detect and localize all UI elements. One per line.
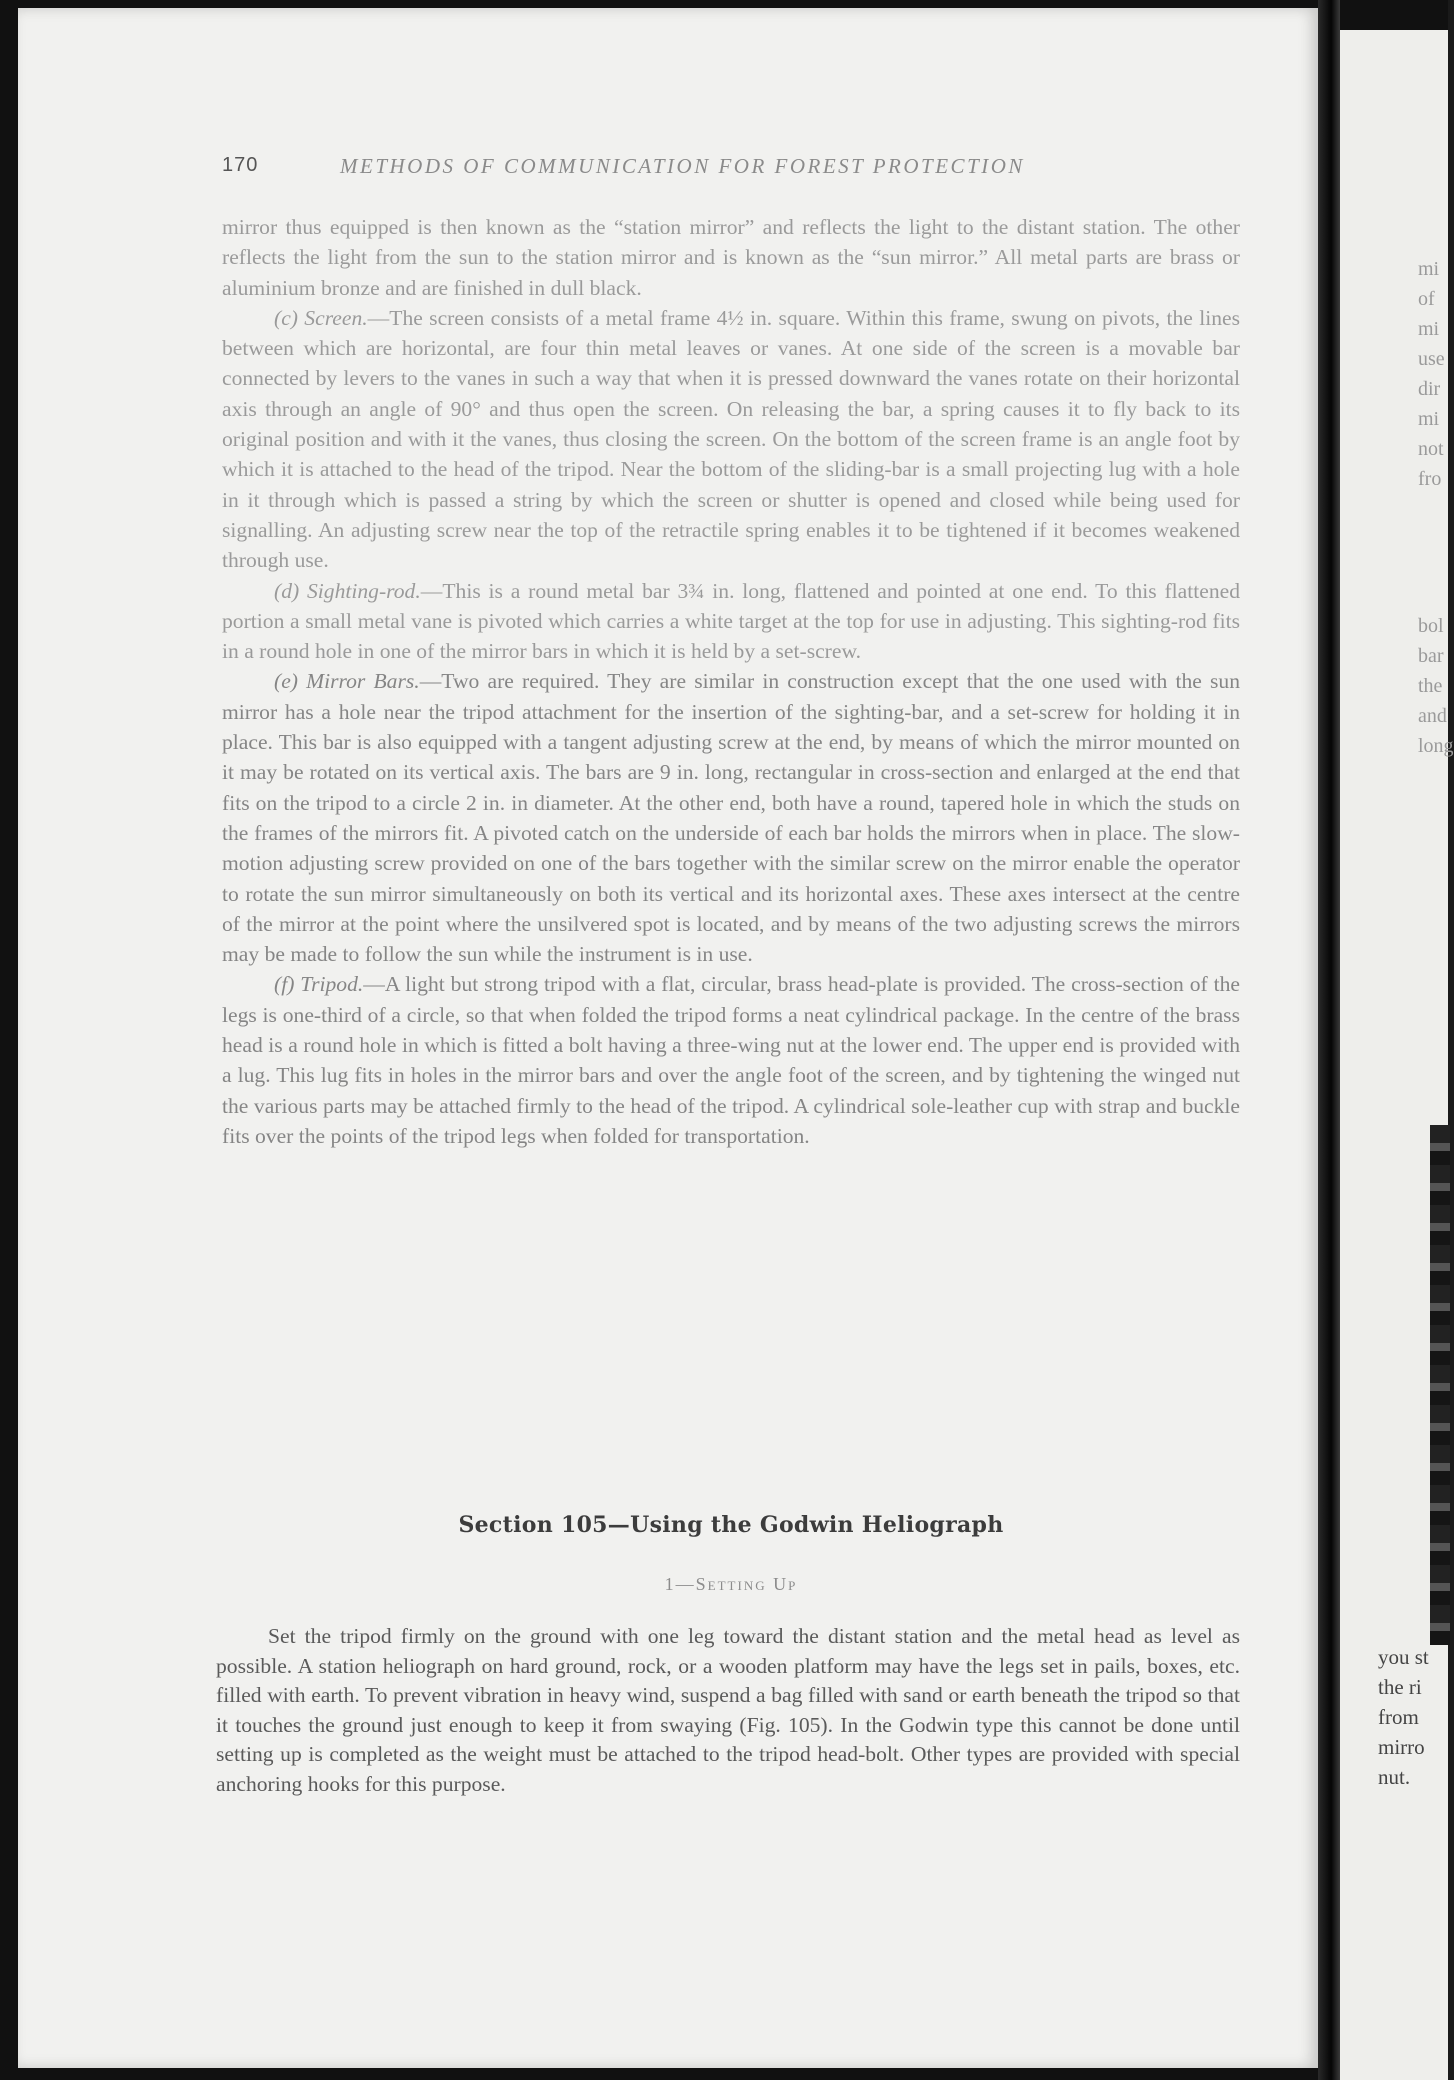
setup-text: [216, 1622, 1240, 1799]
right-fragment: you st: [1378, 1645, 1429, 1669]
right-fragment: mirro: [1378, 1735, 1425, 1759]
right-fragment: the ri: [1378, 1675, 1422, 1699]
right-fragment: mi: [1418, 318, 1440, 340]
book-gutter: [1318, 0, 1340, 2080]
right-fragment: dir: [1418, 378, 1441, 400]
item-label-tripod: (f) Tripod.: [274, 972, 364, 997]
right-fragment: mi: [1418, 408, 1440, 430]
right-fragment: and: [1418, 705, 1447, 727]
right-fragment: long: [1418, 735, 1454, 757]
right-fragment: fro: [1418, 468, 1442, 490]
body-text: [222, 212, 1240, 1151]
sub-heading: 1—Setting Up: [664, 1574, 798, 1594]
paragraph-text: —This is a round metal bar 3¾ in. long, flattened and pointed at one end. To this flattened portion a small metal vane is pivoted which carries a white target at the top for use in adjusting. This sighting-rod fits in a round hole in one of the mirror bars in which it is held by a set-screw.: [222, 578, 1240, 664]
right-fragment: of: [1418, 288, 1435, 310]
item-label-mirror-bars: (e) Mirror Bars.: [274, 669, 420, 694]
paragraph-setting-up: Set the tripod firmly on the ground with one leg toward the distant station and the metal head as level as possible. A station heliograph on hard ground, rock, or a wooden platform may have the legs set in pails, boxes, etc. filled with earth. To prevent vibration in heavy wind, suspend a bag filled with sand or earth beneath the tripod so that it touches the ground just enough to keep it from swaying (Fig. 105). In the Godwin type this cannot be done until setting up is completed as the weight must be attached to the tripod head-bolt. Other types are provided with special anchoring hooks for this purpose.: [216, 1624, 1240, 1796]
right-fragment: bar: [1418, 645, 1444, 667]
paragraph-screen: [222, 303, 1240, 576]
running-head: [222, 154, 1240, 184]
item-label-sighting-rod: (d) Sighting-rod.: [274, 578, 421, 603]
right-fragment: use: [1418, 348, 1445, 370]
paragraph-tripod: [222, 969, 1240, 1151]
page-number: 170: [222, 154, 259, 176]
right-fragment: nut.: [1378, 1765, 1411, 1789]
section-heading: Section 105—Using the Godwin Heliograph: [458, 1512, 1004, 1538]
running-title: METHODS OF COMMUNICATION FOR FOREST PROTECTION: [340, 154, 1025, 178]
paragraph-text: mirror thus equipped is then known as the “station mirror” and reflects the light to the distant station. The other reflects the light from the sun to the station mirror and is known as the “sun mirror.” All metal parts are brass or aluminium bronze and are finished in dull black.: [222, 215, 1240, 300]
right-fragment: the: [1418, 675, 1443, 697]
paragraph-text: —The screen consists of a metal frame 4½ in. square. Within this frame, swung on pivots, the lines between which are horizontal, are four thin metal leaves or vanes. At one side of the screen is a movable bar connected by levers to the vanes in such a way that when it is pressed downward the vanes rotate on their horizontal axis through an angle of 90° and thus open the screen. On releasing the bar, a spring causes it to fly back to its original position and with it the vanes, thus closing the screen. On the bottom of the screen frame is an angle foot by which it is attached to the head of the tripod. Near the bottom of the sliding-bar is a small projecting lug with a hole in it through which is passed a string by which the screen or shutter is opened and closed while being used for signalling. An adjusting screw near the top of the retractile spring enables it to be tightened if it becomes weakened through use.: [222, 305, 1240, 573]
right-page-photo-edge: [1430, 1125, 1450, 1645]
paragraph-mirror-bars: [222, 666, 1240, 969]
paragraph-text: —Two are required. They are similar in construction except that the one used with the sun mirror has a hole near the tripod attachment for the insertion of the sighting-bar, and a set-screw for holding it in place. This bar is also equipped with a tangent adjusting screw at the end, by means of which the mirror mounted on it may be rotated on its vertical axis. The bars are 9 in. long, rectangular in cross-section and enlarged at the end that fits on the tripod to a circle 2 in. in diameter. At the other end, both have a round, tapered hole in which the studs on the frames of the mirrors fit. A pivoted catch on the underside of each bar holds the mirrors when in place. The slow-motion adjusting screw provided on one of the bars together with the similar screw on the mirror enable the operator to rotate the sun mirror simultaneously on both its vertical and its horizontal axes. These axes intersect at the centre of the mirror at the point where the unsilvered spot is located, and by means of the two adjusting screws the mirrors may be made to follow the sun while the instrument is in use.: [222, 669, 1240, 967]
right-fragment: not: [1418, 438, 1444, 460]
paragraph-text: —A light but strong tripod with a flat, circular, brass head-plate is provided. The cross-section of the legs is one-third of a circle, so that when folded the tripod forms a neat cylindrical package. In the centre of the brass head is a round hole in which is fitted a bolt having a three-wing nut at the lower end. The upper end is provided with a lug. This lug fits in holes in the mirror bars and over the angle foot of the screen, and by tightening the winged nut the various parts may be attached firmly to the head of the tripod. A cylindrical sole-leather cup with strap and buckle fits over the points of the tripod legs when folded for transportation.: [222, 972, 1240, 1148]
right-fragment: bol: [1418, 615, 1444, 637]
right-fragment: from: [1378, 1705, 1419, 1729]
paragraph-station-mirror: [222, 212, 1240, 303]
right-fragment: mi: [1418, 258, 1440, 280]
paragraph-sighting-rod: [222, 576, 1240, 667]
item-label-screen: (c) Screen.: [274, 305, 368, 330]
